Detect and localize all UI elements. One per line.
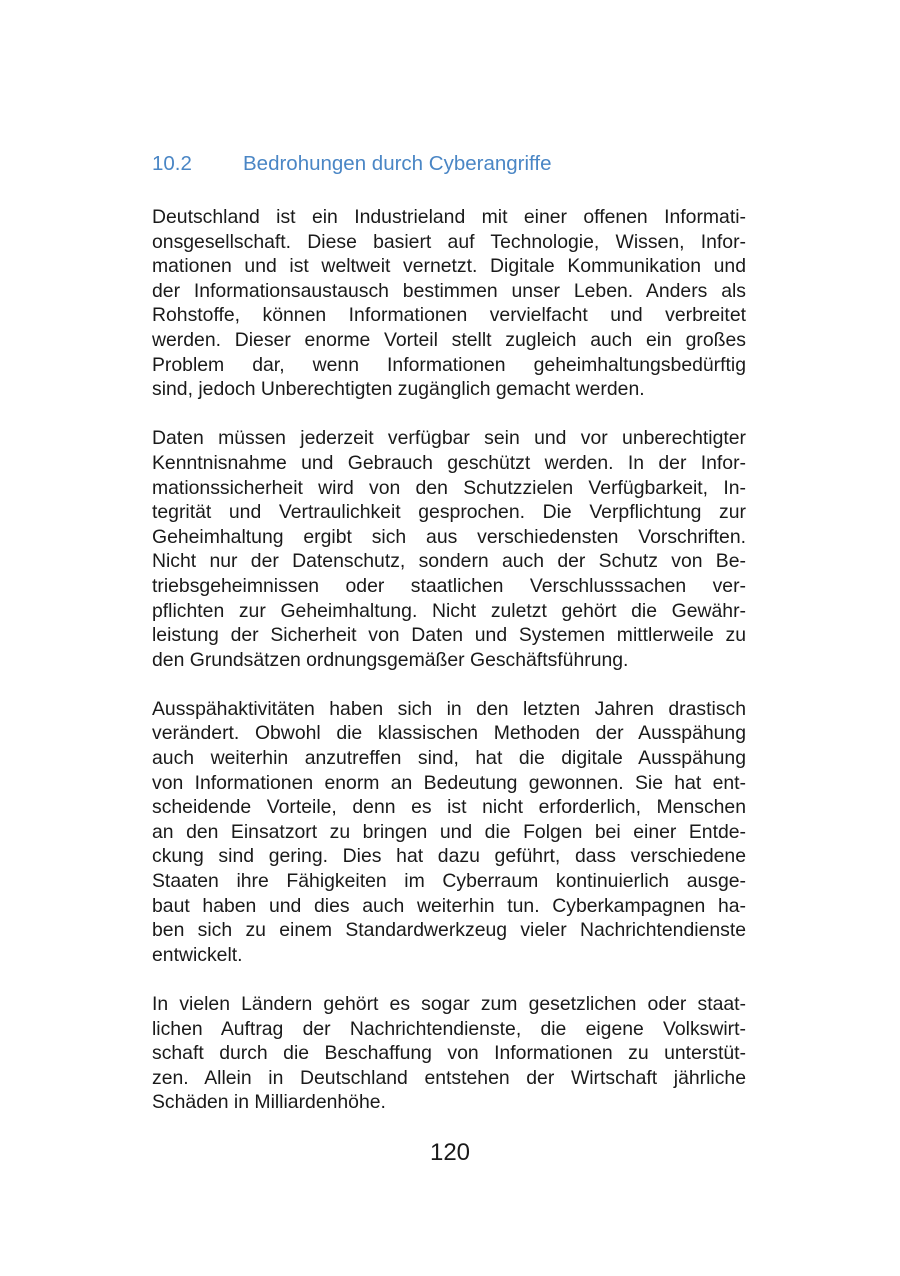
text-line: von Informationen enorm an Bedeutung gewonnen. Sie hat ent- [152, 771, 746, 794]
section-title: Bedrohungen durch Cyberangriffe [243, 152, 552, 175]
text-line: leistung der Sicherheit von Daten und Systemen mittlerweile zu [152, 624, 746, 647]
text-line: der Informationsaustausch bestimmen unser Leben. Anders als [152, 279, 746, 302]
text-line: scheidende Vorteile, denn es ist nicht erforderlich, Menschen [152, 796, 746, 819]
text-line: Nicht nur der Datenschutz, sondern auch der Schutz von Be- [152, 550, 746, 573]
text-line: tegrität und Vertraulichkeit gesprochen. Die Verpflichtung zur [152, 501, 746, 524]
text-line: an den Einsatzort zu bringen und die Folgen bei einer Entde- [152, 820, 746, 843]
text-line: Geheimhaltung ergibt sich aus verschiedensten Vorschriften. [152, 525, 746, 548]
page-number: 120 [429, 1139, 471, 1166]
text-line: Schäden in Milliardenhöhe. [152, 1091, 386, 1114]
text-line: Kenntnisnahme und Gebrauch geschützt werden. In der Infor- [152, 451, 746, 474]
text-line: werden. Dieser enorme Vorteil stellt zugleich auch ein großes [152, 328, 746, 351]
text-line: Staaten ihre Fähigkeiten im Cyberraum kontinuierlich ausge- [152, 870, 746, 893]
text-line: ckung sind gering. Dies hat dazu geführt, dass verschiedene [152, 845, 746, 868]
text-line: In vielen Ländern gehört es sogar zum gesetzlichen oder staat- [152, 993, 746, 1015]
text-line: onsgesellschaft. Diese basiert auf Technologie, Wissen, Infor- [152, 230, 746, 253]
text-line: schaft durch die Beschaffung von Informationen zu unterstüt- [152, 1042, 746, 1065]
section-heading [152, 150, 746, 178]
text-line: entwickelt. [152, 943, 243, 966]
text-line: baut haben und dies auch weiterhin tun. Cyberkampagnen ha- [152, 894, 746, 917]
paragraph-1 [152, 205, 746, 402]
paragraph-3 [152, 697, 746, 968]
paragraph-2 [152, 426, 746, 672]
section-number: 10.2 [152, 152, 192, 175]
text-line: sind, jedoch Unberechtigten zugänglich gemacht werden. [152, 378, 645, 401]
text-line: Ausspähaktivitäten haben sich in den letzten Jahren drastisch [152, 697, 746, 720]
text-line: verändert. Obwohl die klassischen Methoden der Ausspähung [152, 722, 746, 745]
text-line: Rohstoffe, können Informationen vervielfacht und verbreitet [152, 304, 746, 327]
text-line: auch weiterhin anzutreffen sind, hat die digitale Ausspähung [152, 747, 746, 770]
text-line: triebsgeheimnissen oder staatlichen Verschlusssachen ver- [152, 574, 746, 597]
text-line: mationssicherheit wird von den Schutzzielen Verfügbarkeit, In- [152, 476, 746, 499]
paragraph-4 [152, 992, 746, 1115]
text-line: ben sich zu einem Standardwerkzeug vieler Nachrichtendienste [152, 919, 746, 942]
text-line: Deutschland ist ein Industrieland mit einer offenen Informati- [152, 206, 746, 228]
text-line: den Grundsätzen ordnungsgemäßer Geschäftsführung. [152, 648, 629, 671]
text-line: mationen und ist weltweit vernetzt. Digitale Kommunikation und [152, 255, 746, 278]
text-line: Problem dar, wenn Informationen geheimhaltungsbedürftig [152, 353, 746, 376]
text-line: pflichten zur Geheimhaltung. Nicht zuletzt gehört die Gewähr- [152, 599, 746, 622]
text-line: zen. Allein in Deutschland entstehen der Wirtschaft jährliche [152, 1066, 746, 1089]
text-line: lichen Auftrag der Nachrichtendienste, die eigene Volkswirt- [152, 1017, 746, 1040]
page-content [152, 150, 746, 1140]
text-line: Daten müssen jederzeit verfügbar sein und vor unberechtigter [152, 427, 746, 450]
